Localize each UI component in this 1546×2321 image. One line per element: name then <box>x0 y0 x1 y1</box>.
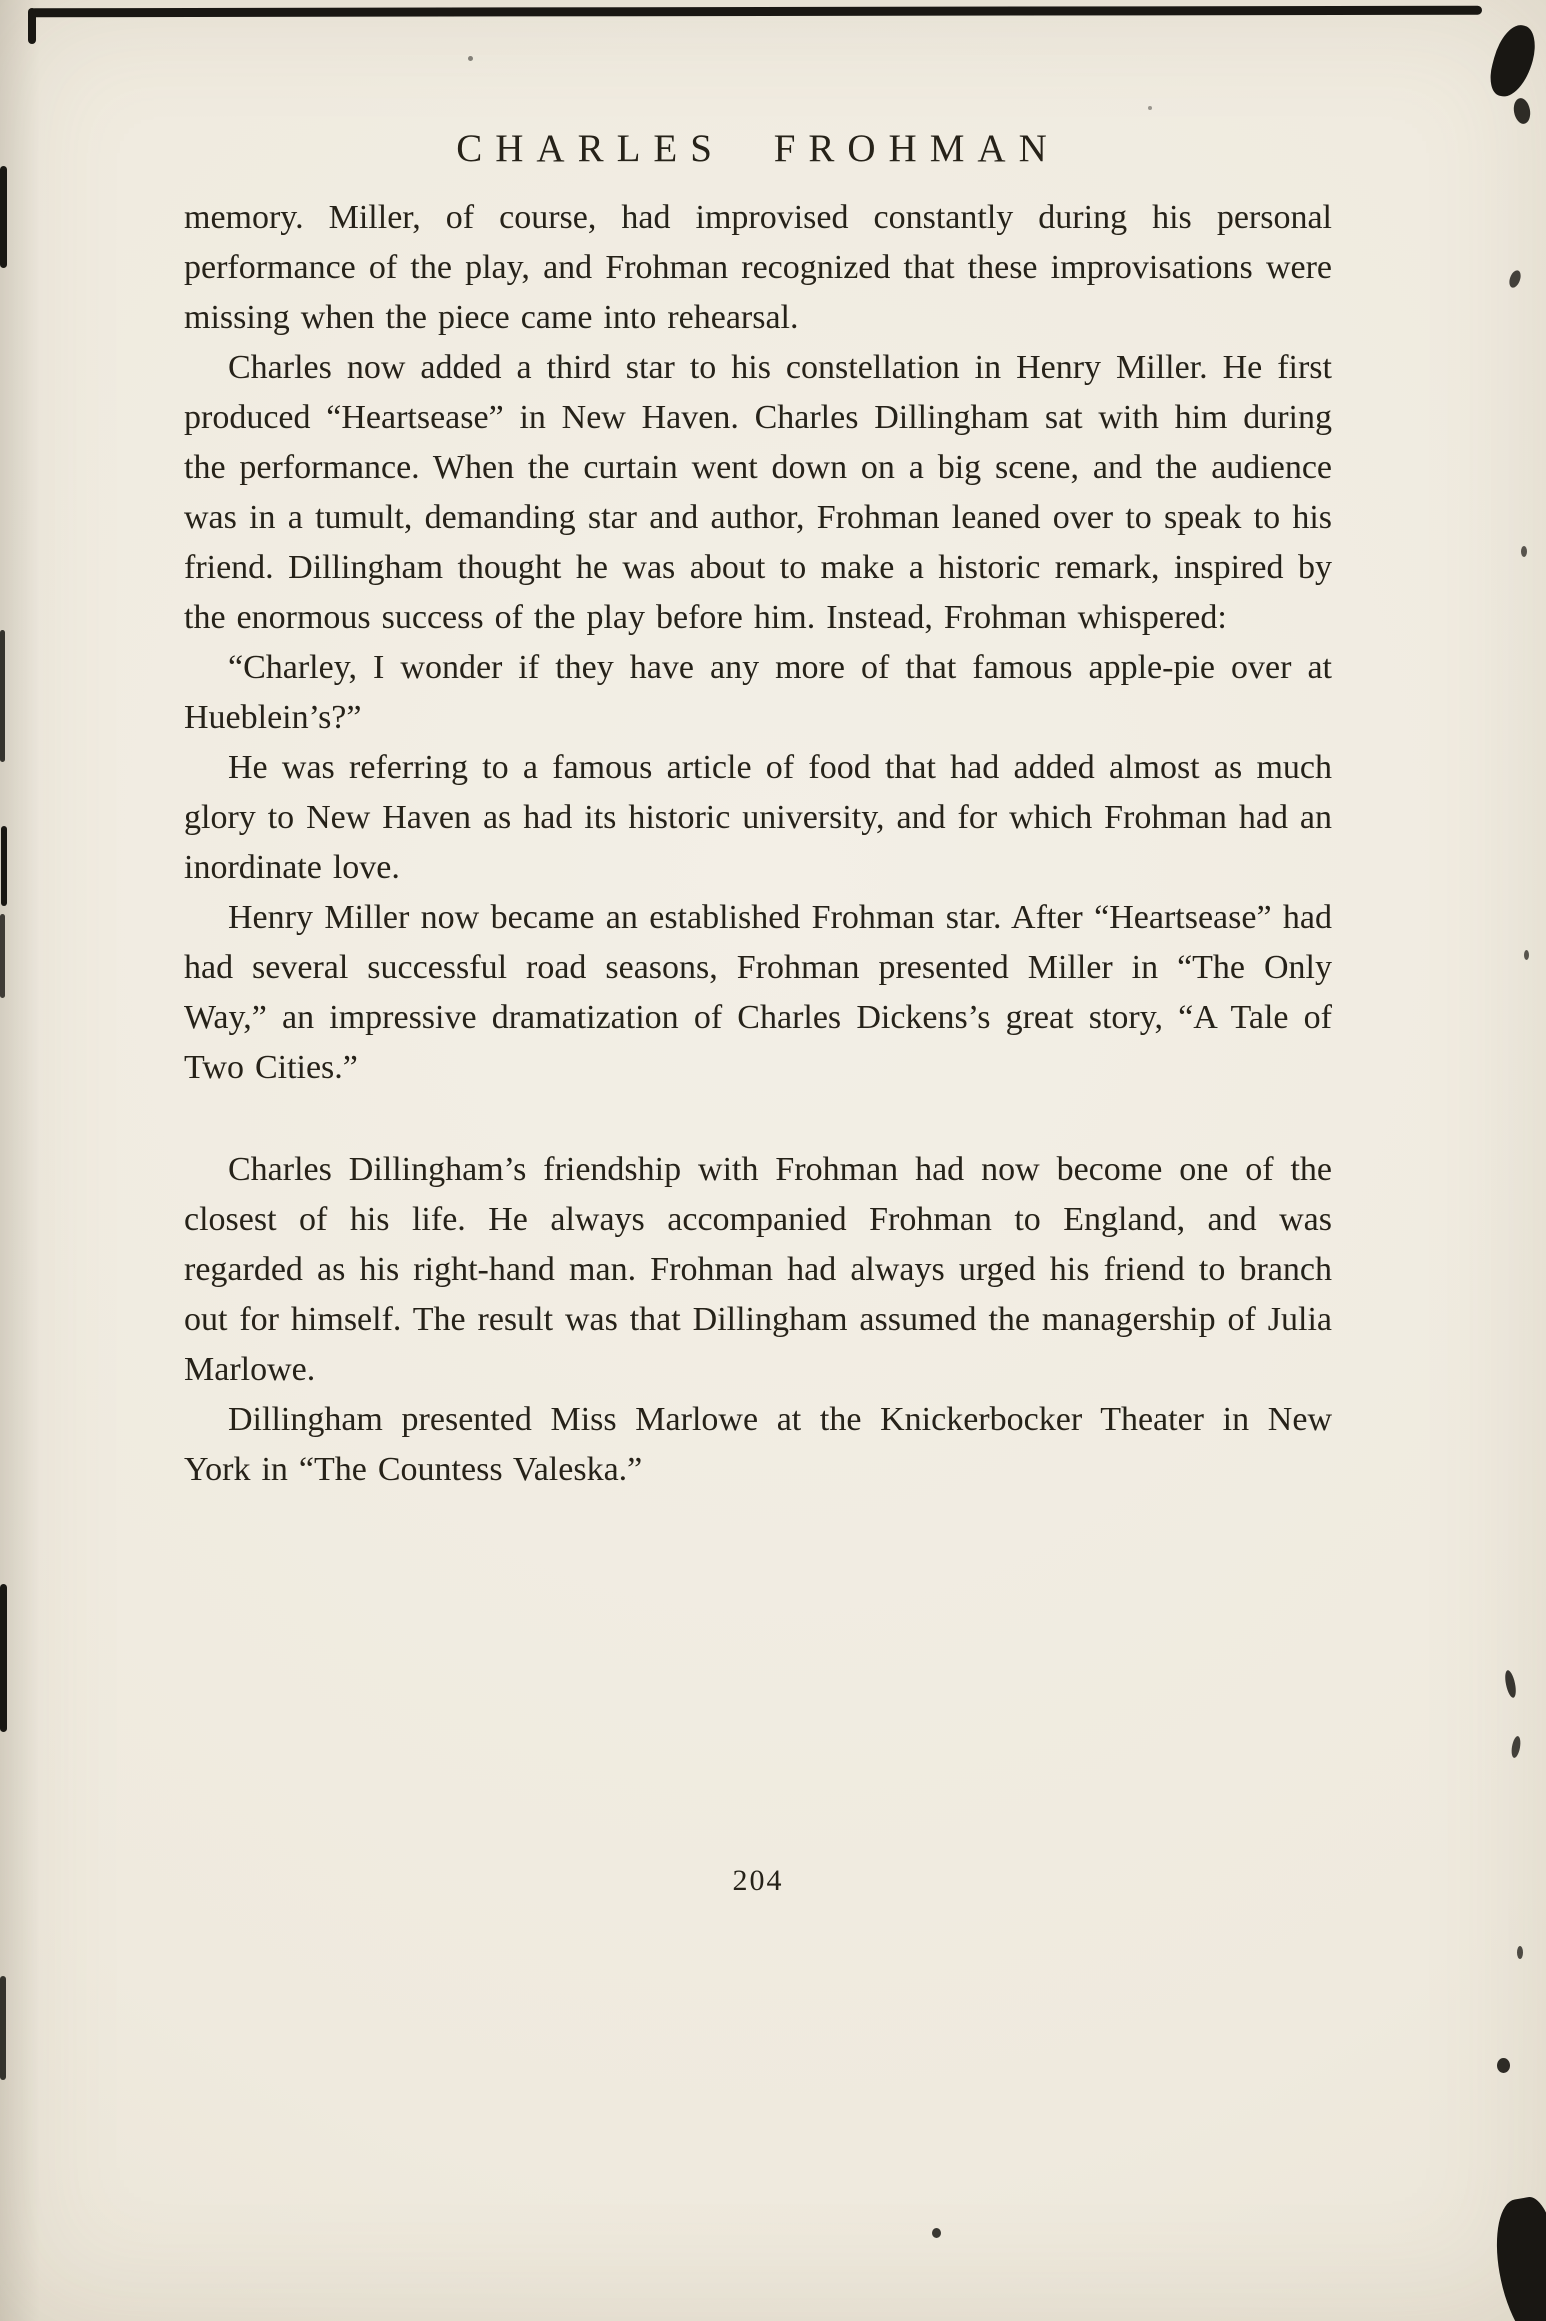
page-content <box>184 126 1332 1495</box>
page-number: 204 <box>732 1864 784 1897</box>
scan-artifact-right-speck <box>1503 1669 1518 1698</box>
paragraph: “Charley, I wonder if they have any more of that famous apple-pie over at Hueblein’s?” <box>184 649 1332 736</box>
scan-artifact-left-edge-mark <box>0 1584 7 1732</box>
scan-artifact-left-edge-mark <box>0 166 7 268</box>
scan-artifact-blob-top-right-2 <box>1512 97 1532 125</box>
scan-artifact-right-speck <box>1517 1946 1523 1959</box>
scan-artifact-top-rule-corner <box>28 8 36 44</box>
scan-artifact-blob-top-right <box>1485 20 1541 101</box>
scan-artifact-left-edge-mark <box>0 1976 6 2080</box>
scan-artifact-left-edge-mark <box>1 826 7 906</box>
paragraph: He was referring to a famous article of food that had added almost as much glory to New Haven as had its historic university, and for which Frohman had an inordinate love. <box>184 749 1332 886</box>
paragraph: Henry Miller now became an established Frohman star. After “Heartsease” had had several successful road seasons, Frohman presented Miller in “The Only Way,” an impressive dramatization of Charles Dickens’s great story, “A Tale of Two Cities.” <box>184 899 1332 1086</box>
scan-artifact-top-rule <box>30 6 1482 18</box>
scan-artifact-blob-bottom-right <box>1487 2194 1546 2321</box>
scan-artifact-left-edge-mark <box>0 914 5 998</box>
scan-artifact-bottom-dot <box>932 2228 941 2238</box>
scan-artifact-top-speck <box>1148 106 1152 110</box>
scan-artifact-left-edge-mark <box>0 630 5 762</box>
paragraph: Charles Dillingham’s friendship with Frohman had now become one of the closest of his life. He always accompanied Frohman to England, and was regarded as his right-hand man. Frohman had always urged his friend to branch out for himself. The result was that Dillingham assumed the managership of Julia Marlowe. <box>184 1151 1332 1388</box>
paragraph: memory. Miller, of course, had improvised constantly during his personal performance of the play, and Frohman recognized that these improvisations were missing when the piece came into rehearsal. <box>184 199 1332 336</box>
scan-artifact-right-speck <box>1497 2058 1510 2073</box>
scan-artifact-right-speck <box>1510 1735 1522 1758</box>
scan-artifact-right-speck <box>1507 269 1523 289</box>
text-block <box>184 193 1332 1495</box>
paragraph: Charles now added a third star to his constellation in Henry Miller. He first produced “Heartsease” in New Haven. Charles Dillingham sat with him during the performance. When the curtain went down on a big scene, and the audience was in a tumult, demanding star and author, Frohman leaned over to speak to his friend. Dillingham thought he was about to make a historic remark, inspired by the enormous success of the play before him. Instead, Frohman whispered: <box>184 349 1332 636</box>
scan-artifact-top-speck <box>468 56 473 61</box>
scan-artifact-right-speck <box>1524 950 1529 960</box>
paragraph: Dillingham presented Miss Marlowe at the Knickerbocker Theater in New York in “The Countess Valeska.” <box>184 1401 1332 1488</box>
running-head: CHARLES FROHMAN <box>456 127 1060 170</box>
scan-artifact-right-speck <box>1521 546 1527 557</box>
